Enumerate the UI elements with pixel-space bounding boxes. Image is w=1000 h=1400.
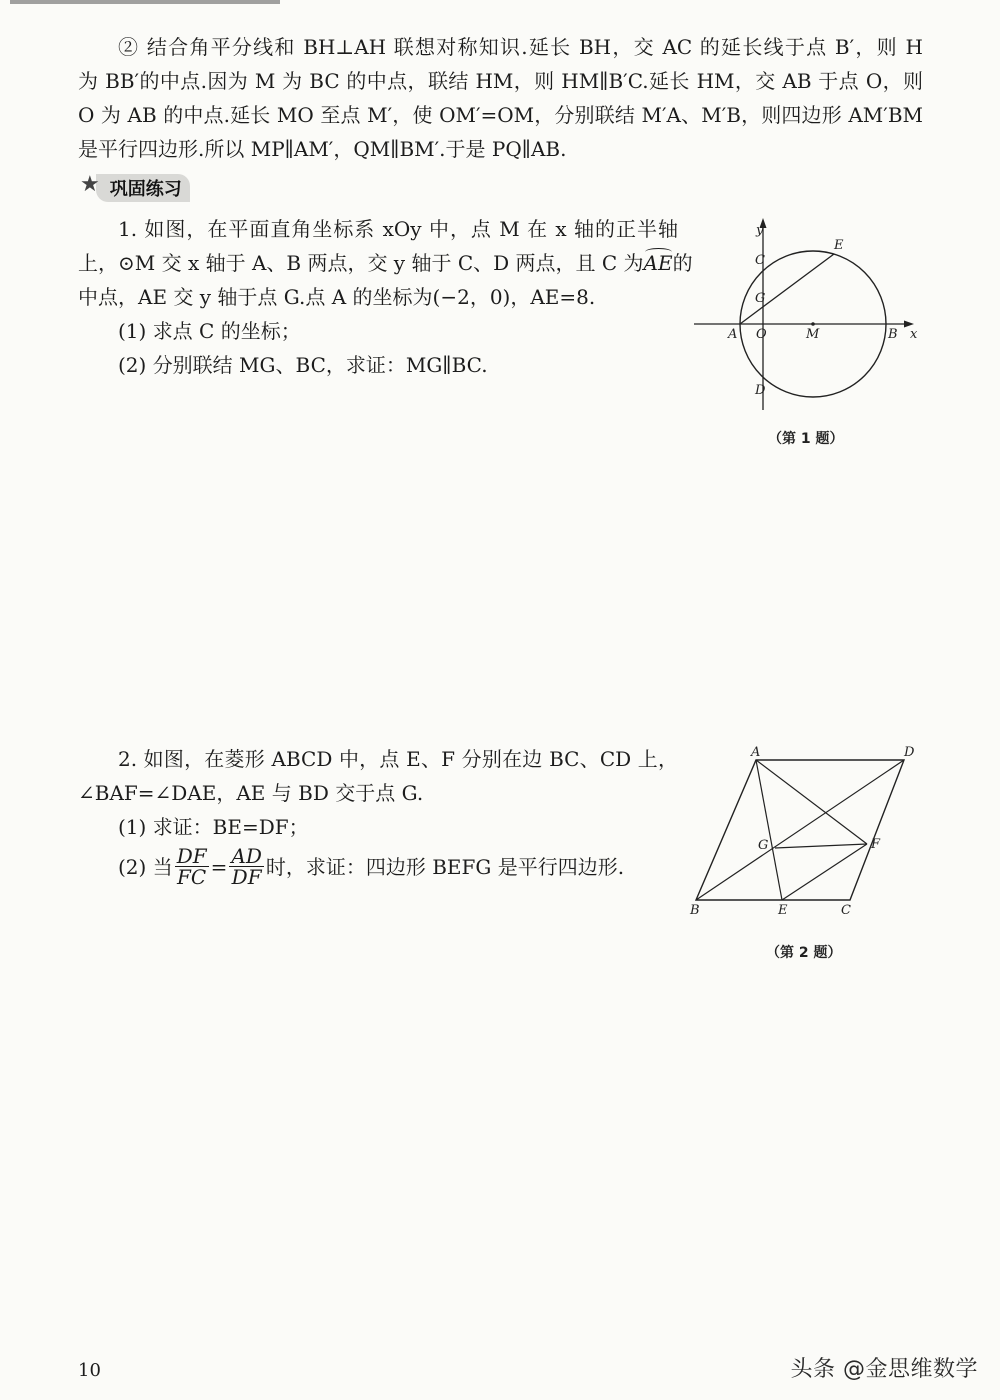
label-g: G [758,838,769,853]
label-o: O [756,327,767,342]
figure-2-rhombus-diagram [688,742,928,922]
point-m [811,322,815,326]
section-heading [80,171,190,202]
label-e: E [778,903,788,918]
page-number: 10 [78,1360,101,1381]
label-d: D [904,745,915,760]
solution-line: ② 结合角平分线和 BH⊥AH 联想对称知识.延长 BH，交 AC 的延长线于点 B′，则 H [118,35,923,59]
solution-line: O 为 AB 的中点.延长 MO 至点 M′，使 OM′=OM，分别联结 M′A、M′B，则四边形 AM′BM [78,103,923,127]
label-m: M [806,327,820,342]
problem-1-line: 1. 如图，在平面直角坐标系 xOy 中，点 M 在 x 轴的正半轴 [118,217,678,241]
label-c: C [755,253,765,268]
fraction-denominator: DF [231,865,262,889]
problem-2-question-2 [78,844,678,890]
problem-2-text: 时，求证：四边形 BEFG 是平行四边形. [265,855,625,879]
segment-af [756,760,867,844]
fraction-df-fc [175,846,209,887]
problem-2-line: 2. 如图，在菱形 ABCD 中，点 E、F 分别在边 BC、CD 上， [118,747,678,771]
solution-line: 为 BB′的中点.因为 M 为 BC 的中点，联结 HM，则 HM∥B′C.延长 HM，交 AB 于点 O，则 [78,69,923,93]
label-a: A [728,327,738,342]
label-x: x [910,327,918,342]
problem-1-text: 的 [672,251,693,275]
segment-ef [782,844,867,900]
fraction-denominator: FC [177,865,207,889]
watermark: 头条 @金思维数学 [790,1357,978,1382]
solution-paragraph [78,30,923,166]
fraction-numerator: AD [231,844,262,868]
fraction-numerator: DF [176,844,207,868]
label-a: A [751,745,761,760]
label-b: B [888,327,898,342]
problem-2-line: ∠BAF=∠DAE，AE 与 BD 交于点 G. [78,781,424,805]
figure-2-caption: （第 2 题） [766,945,842,961]
problem-2 [78,742,678,890]
problem-1-line [78,246,693,280]
label-g: G [755,291,766,306]
label-e: E [834,238,844,253]
problem-2-text: (2) 当 [118,855,173,879]
label-c: C [841,903,851,918]
arc-ae: AE [644,246,673,280]
problem-1-text: 上，⊙M 交 x 轴于 A、B 两点，交 y 轴于 C、D 两点，且 C 为 [78,251,644,275]
label-f: F [871,837,881,852]
problem-2-question-1: (1) 求证：BE=DF； [118,815,309,839]
top-edge-artifact [0,0,1000,8]
segment-ae [756,760,782,900]
label-b: B [690,903,700,918]
problem-1-question-2: (2) 分别联结 MG、BC，求证：MG∥BC. [118,353,488,377]
problem-1-line: 中点，AE 交 y 轴于点 G.点 A 的坐标为(−2，0)，AE=8. [78,285,596,309]
label-y: y [756,223,764,238]
star-icon: ★ [80,171,100,197]
fraction-ad-df [229,846,263,887]
segment-gf [775,844,867,848]
equals-sign: = [210,855,228,879]
label-d: D [755,383,766,398]
section-title: 巩固练习 [96,174,190,202]
problem-1 [78,212,693,382]
figure-1-circle-diagram [690,212,930,412]
figure-1-caption: （第 1 题） [768,431,844,447]
diagonal-bd [696,760,904,900]
problem-1-question-1: (1) 求点 C 的坐标； [118,319,301,343]
solution-line: 是平行四边形.所以 MP∥AM′，QM∥BM′.于是 PQ∥AB. [78,137,567,161]
